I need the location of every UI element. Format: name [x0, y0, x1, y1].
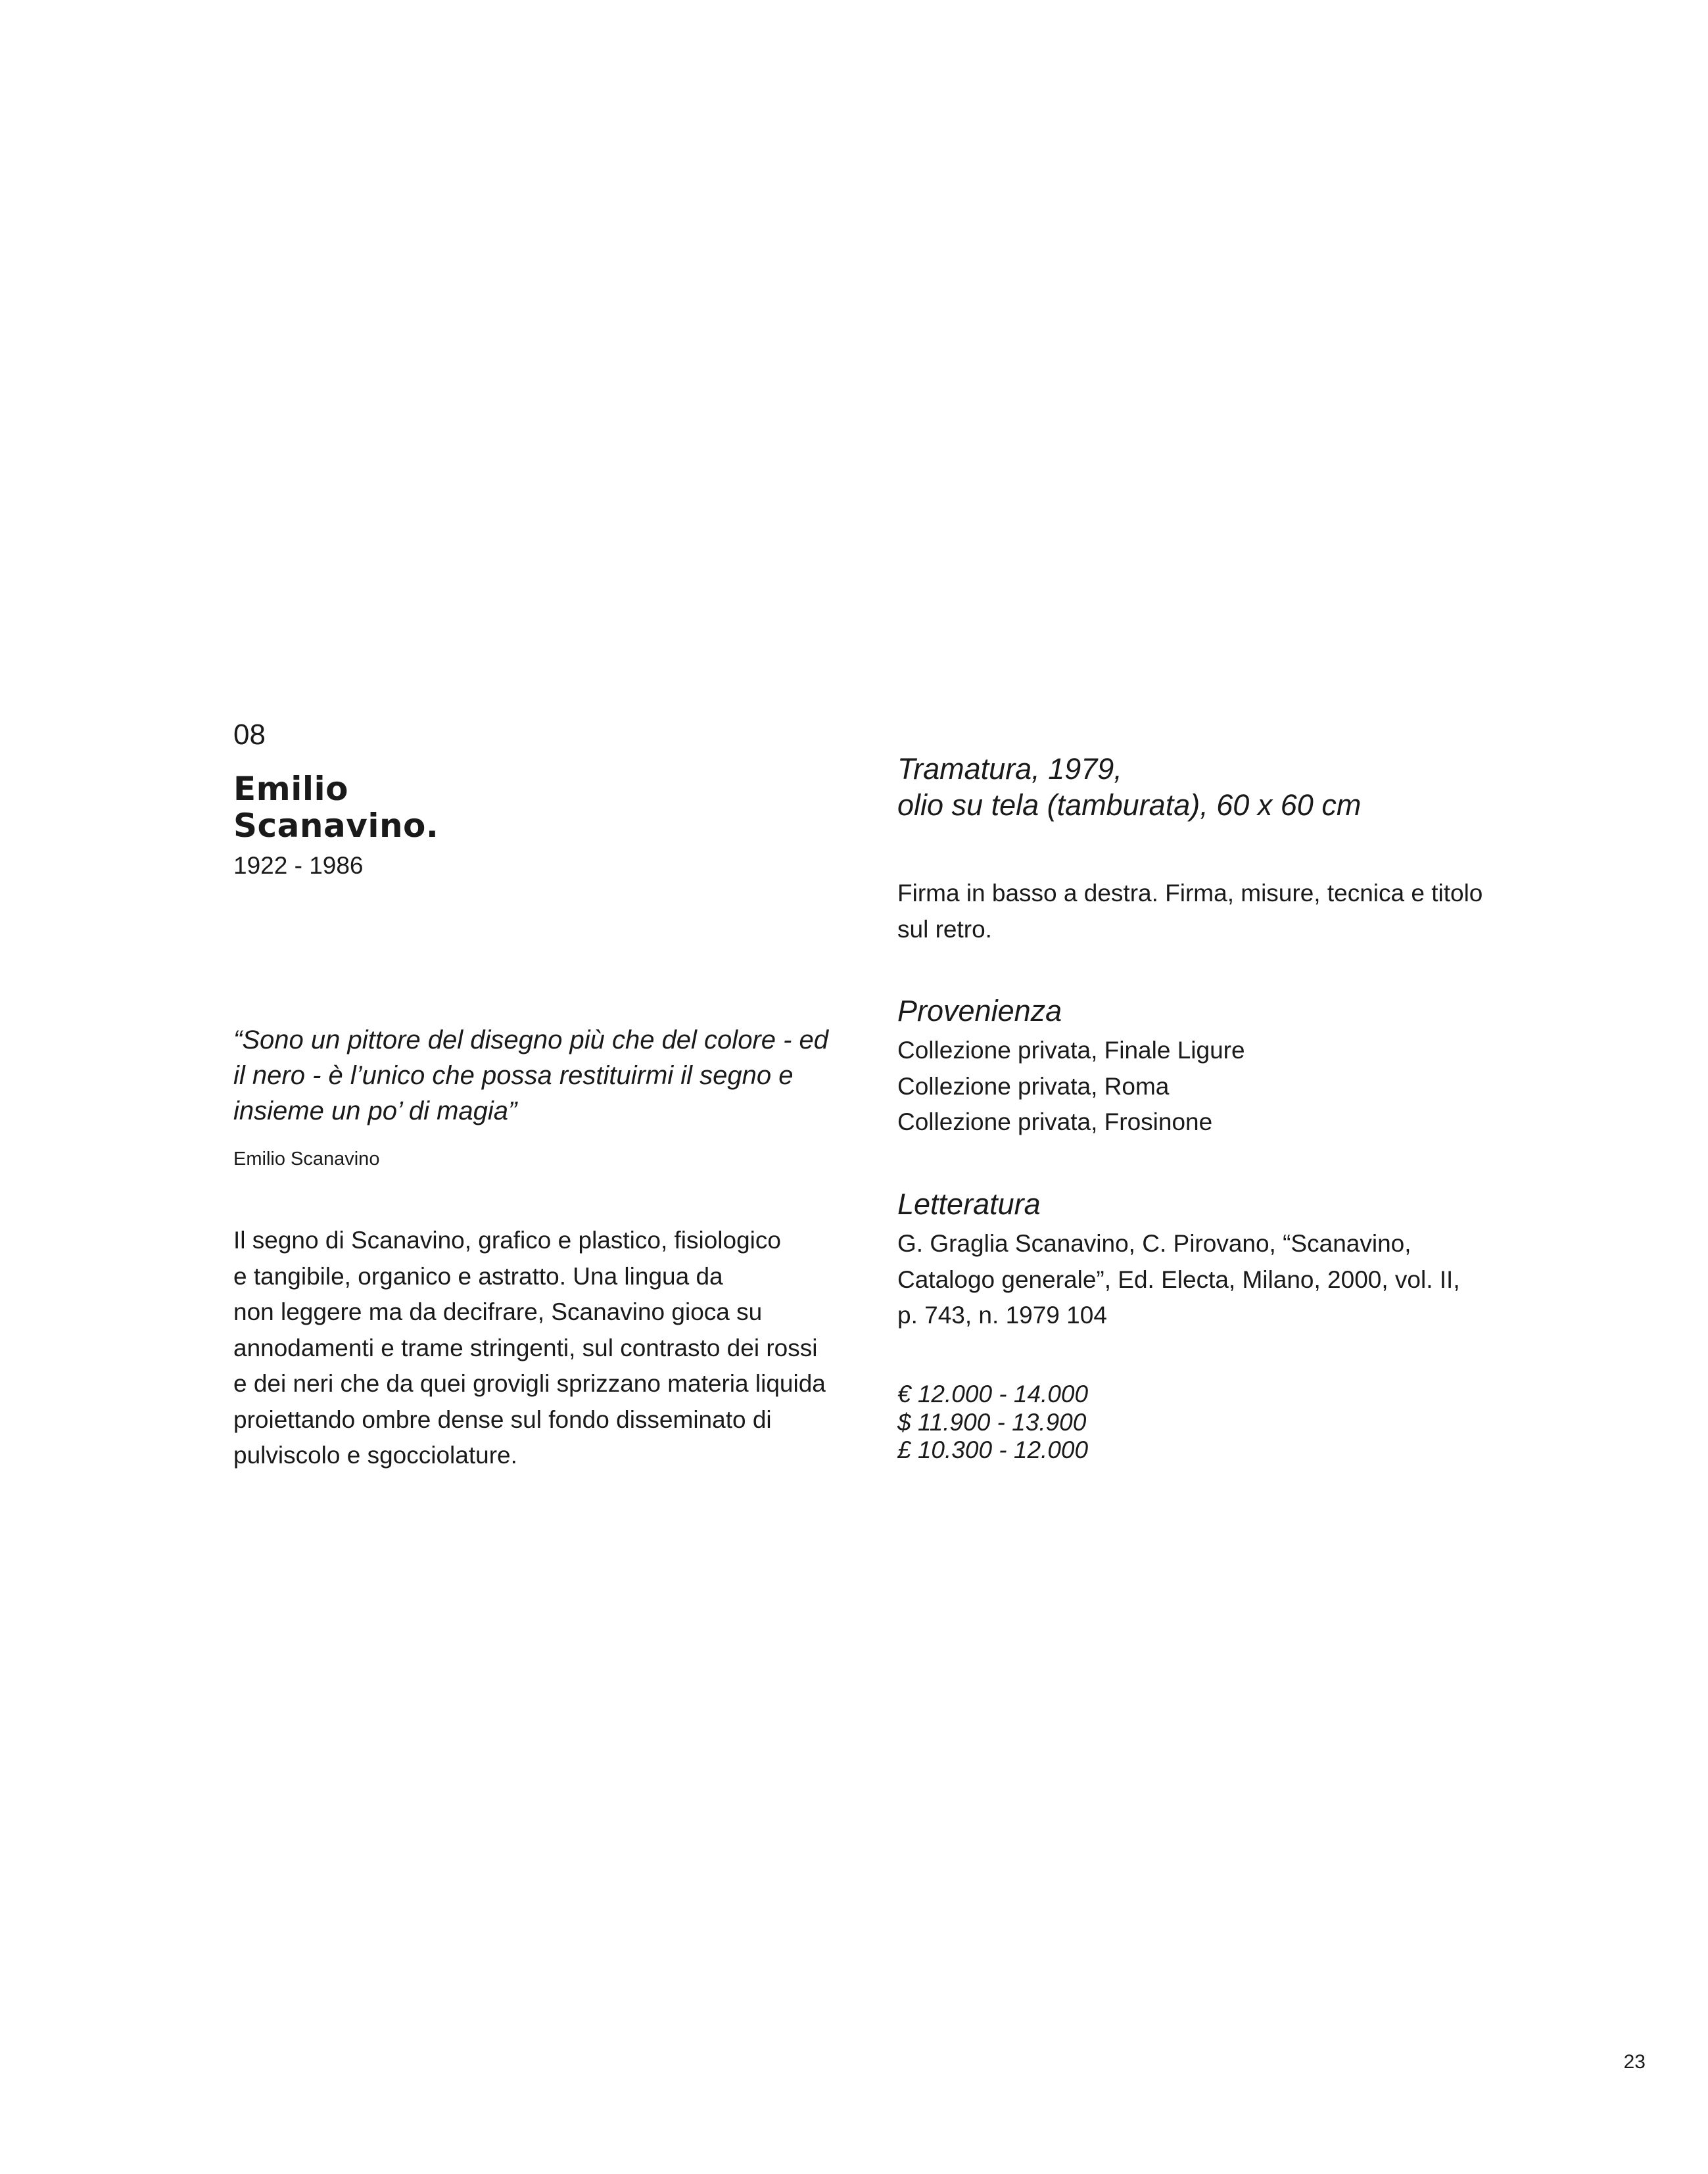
signature-line: sul retro. — [897, 915, 992, 943]
quote-author: Emilio Scanavino — [233, 1148, 380, 1170]
artist-name — [233, 770, 628, 844]
literature-line: p. 743, n. 1979 104 — [897, 1302, 1107, 1329]
estimate-eur: € 12.000 - 14.000 — [897, 1381, 1089, 1407]
artist-dates: 1922 - 1986 — [233, 852, 364, 879]
provenance-item: Collezione privata, Roma — [897, 1072, 1170, 1100]
description-line: non leggere ma da decifrare, Scanavino gioca su — [233, 1298, 763, 1325]
provenance-heading: Provenienza — [897, 994, 1062, 1028]
quote-line: il nero - è l’unico che possa restituirmi il segno e — [233, 1061, 794, 1090]
provenance-list — [897, 1033, 1245, 1141]
description-line: e dei neri che da quei grovigli sprizzano materia liquida — [233, 1370, 826, 1397]
artist-first-name: Emilio — [233, 770, 349, 808]
artist-last-name: Scanavino. — [233, 807, 439, 845]
literature-line: Catalogo generale”, Ed. Electa, Milano, 2000, vol. II, — [897, 1265, 1460, 1293]
artwork-title-line: Tramatura, 1979, — [897, 752, 1122, 786]
artwork-medium-line: olio su tela (tamburata), 60 x 60 cm — [897, 788, 1362, 822]
quote-line: “Sono un pittore del disegno più che del colore - ed — [233, 1026, 829, 1054]
estimate-usd: $ 11.900 - 13.900 — [897, 1408, 1087, 1436]
literature-heading: Letteratura — [897, 1187, 1041, 1221]
artwork-title — [897, 751, 1361, 823]
price-estimates — [897, 1381, 1088, 1465]
estimate-gbp: £ 10.300 - 12.000 — [897, 1436, 1089, 1463]
literature-line: G. Graglia Scanavino, C. Pirovano, “Scanavino, — [897, 1230, 1411, 1257]
artist-description — [233, 1223, 891, 1474]
description-line: annodamenti e trame stringenti, sul contrasto dei rossi — [233, 1334, 818, 1361]
quote-line: insieme un po’ di magia” — [233, 1097, 517, 1125]
provenance-item: Collezione privata, Finale Ligure — [897, 1037, 1245, 1064]
description-line: Il segno di Scanavino, grafico e plastico, fisiologico — [233, 1227, 781, 1254]
lot-number: 08 — [233, 719, 266, 751]
page-number: 23 — [1623, 2051, 1646, 2073]
literature-text — [897, 1226, 1460, 1334]
signature-notes — [897, 876, 1555, 947]
description-line: pulviscolo e sgocciolature. — [233, 1442, 517, 1469]
description-line: proiettando ombre dense sul fondo disseminato di — [233, 1406, 772, 1433]
description-line: e tangibile, organico e astratto. Una lingua da — [233, 1262, 723, 1290]
artist-quote — [233, 1022, 845, 1129]
signature-line: Firma in basso a destra. Firma, misure, tecnica e titolo — [897, 880, 1483, 907]
provenance-item: Collezione privata, Frosinone — [897, 1108, 1213, 1135]
